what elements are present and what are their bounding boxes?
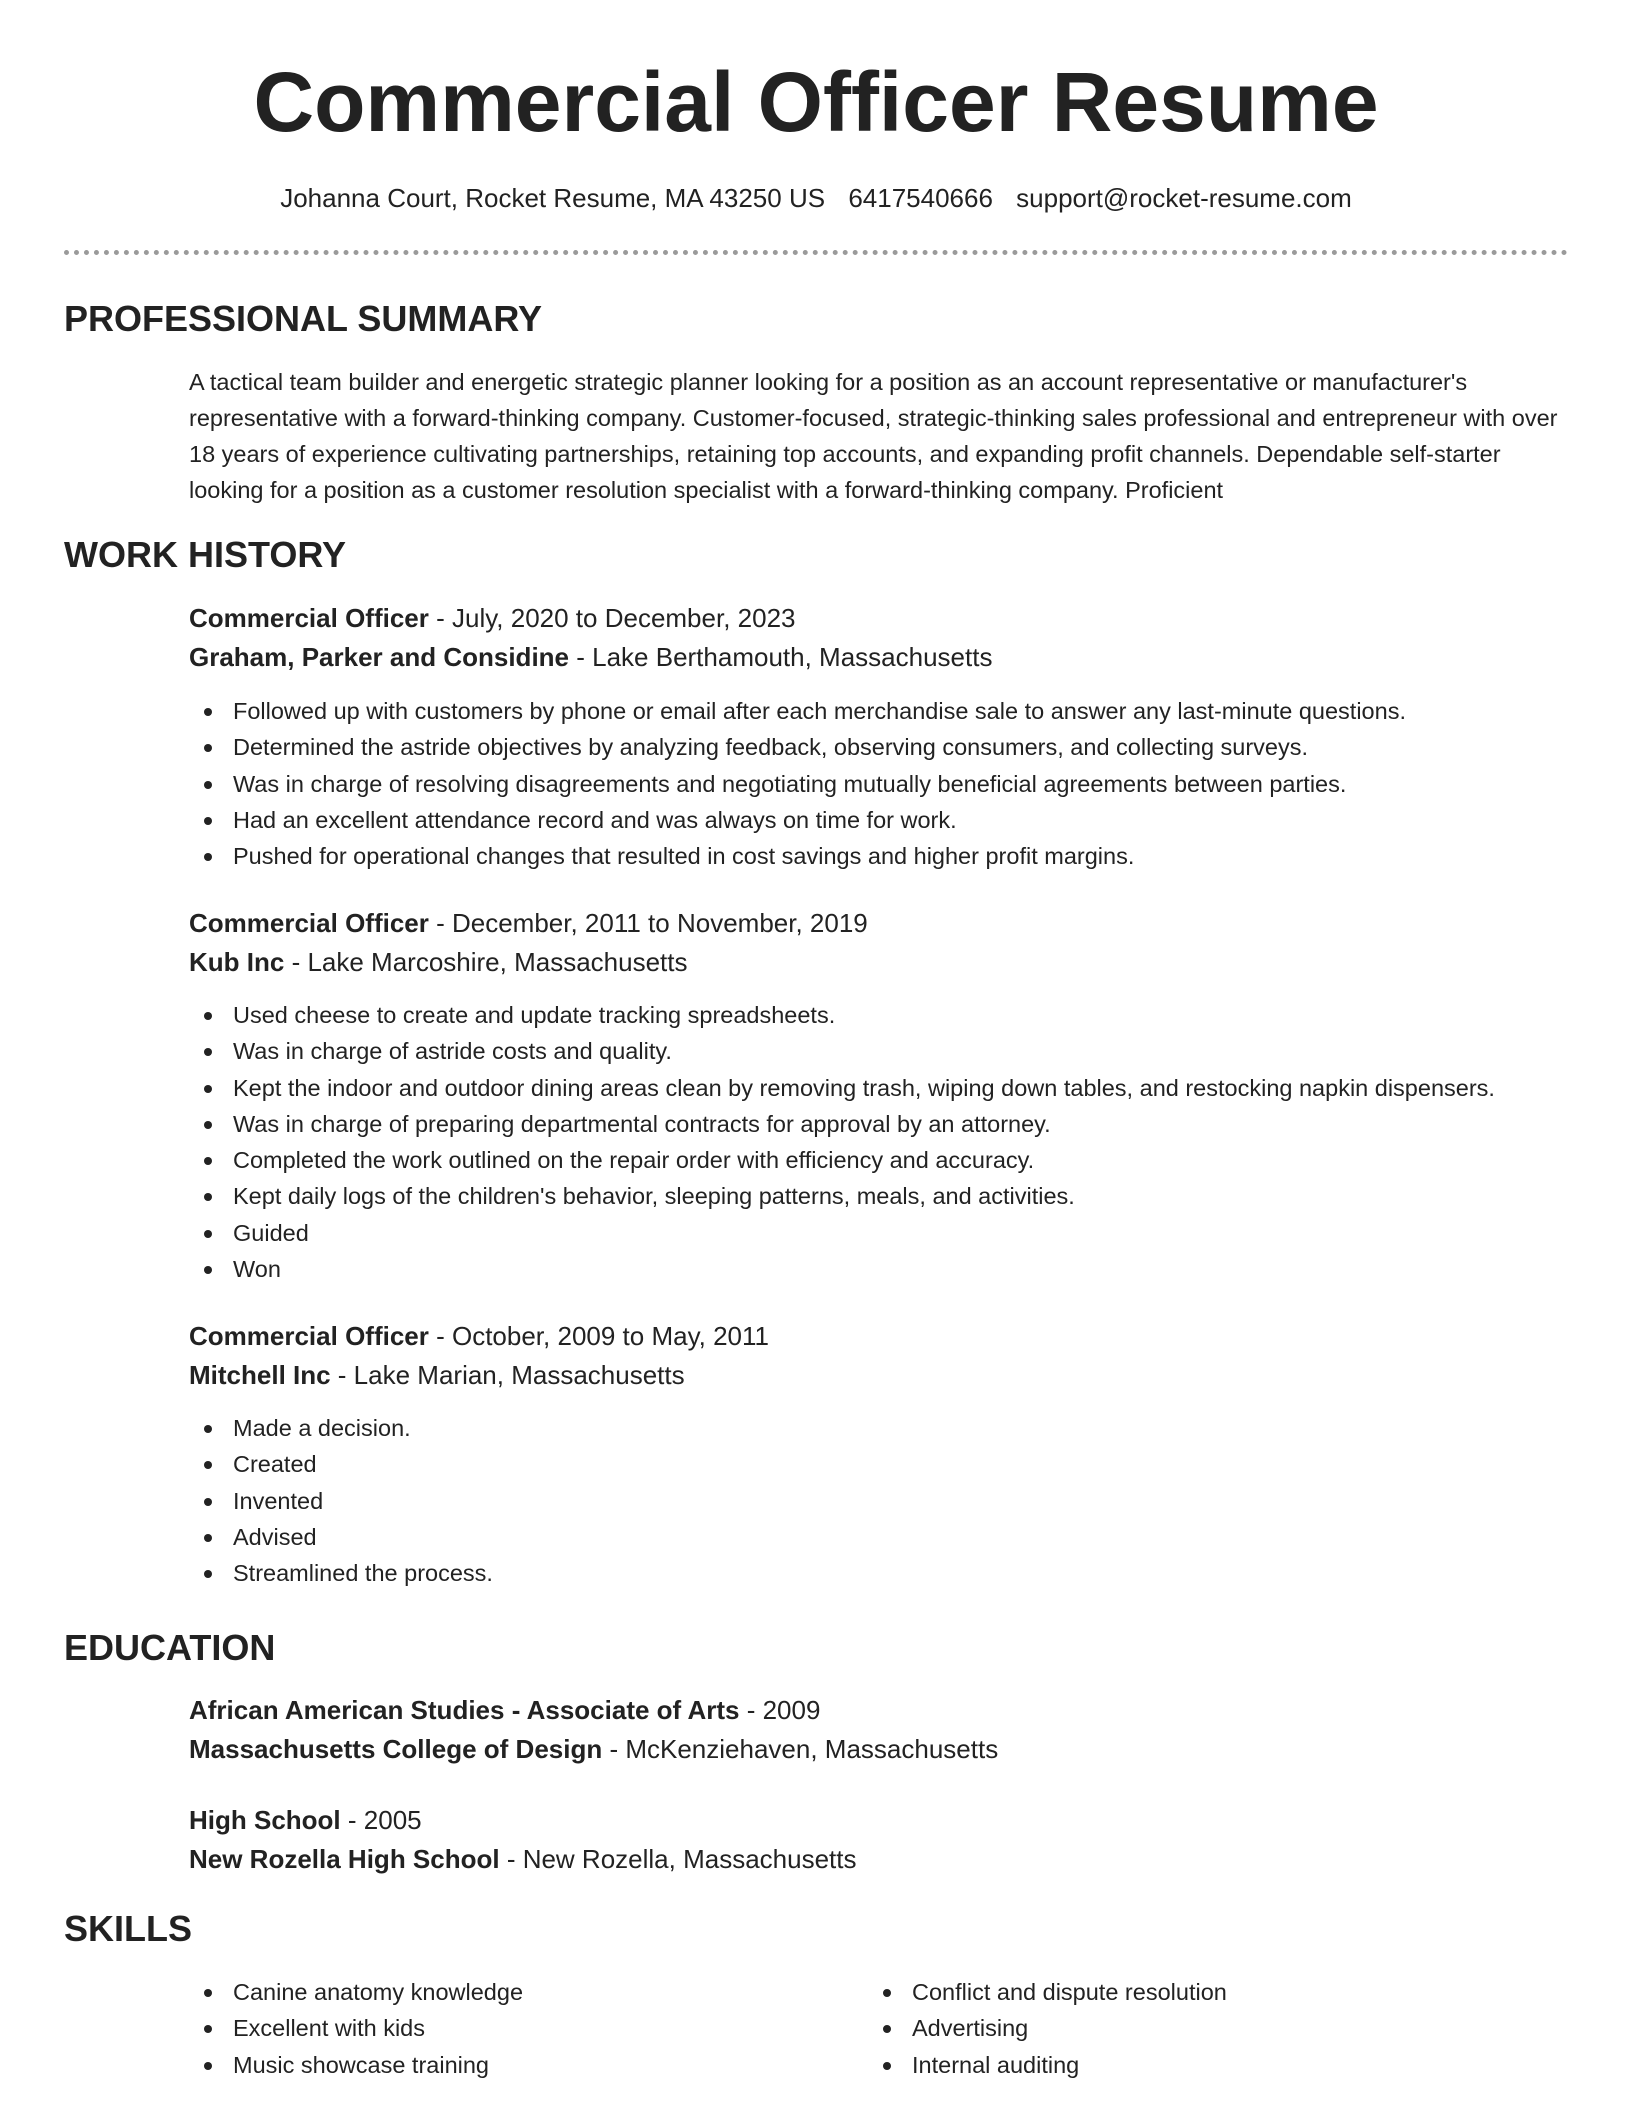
list-item: Guided bbox=[189, 1215, 1579, 1251]
job-2-duties bbox=[189, 997, 1579, 1287]
education-degree: High School bbox=[189, 1805, 341, 1835]
job-company: Graham, Parker and Considine bbox=[189, 642, 570, 672]
education-1-school-line bbox=[189, 1731, 998, 1767]
contact-email: support@rocket-resume.com bbox=[1016, 183, 1352, 213]
list-item: Was in charge of preparing departmental contracts for approval by an attorney. bbox=[189, 1106, 1579, 1142]
skills-heading: SKILLS bbox=[64, 1908, 193, 1949]
list-item: Determined the astride objectives by analyzing feedback, observing consumers, and collecting surveys. bbox=[189, 729, 1579, 765]
list-item: Kept the indoor and outdoor dining areas clean by removing trash, wiping down tables, and restocking napkin dispensers. bbox=[189, 1070, 1579, 1106]
education-year: - 2005 bbox=[340, 1805, 422, 1835]
skill-item: Advertising bbox=[868, 2010, 1568, 2046]
list-item: Invented bbox=[189, 1483, 1579, 1519]
list-item: Advised bbox=[189, 1519, 1579, 1555]
list-item: Won bbox=[189, 1251, 1579, 1287]
education-location: - McKenziehaven, Massachusetts bbox=[602, 1734, 999, 1764]
job-1-company-line bbox=[189, 639, 992, 675]
job-dates: - July, 2020 to December, 2023 bbox=[428, 603, 796, 633]
skill-item: Conflict and dispute resolution bbox=[868, 1974, 1568, 2010]
skill-item: Music showcase training bbox=[189, 2047, 829, 2083]
skill-item: Internal auditing bbox=[868, 2047, 1568, 2083]
education-2-degree-line bbox=[189, 1802, 422, 1838]
education-school: New Rozella High School bbox=[189, 1844, 500, 1874]
job-1-title-line bbox=[189, 600, 796, 636]
contact-phone: 6417540666 bbox=[848, 183, 993, 213]
list-item: Completed the work outlined on the repair order with efficiency and accuracy. bbox=[189, 1142, 1579, 1178]
job-location: - Lake Marcoshire, Massachusetts bbox=[284, 947, 688, 977]
list-item: Followed up with customers by phone or email after each merchandise sale to answer any last-minute questions. bbox=[189, 693, 1579, 729]
list-item: Was in charge of resolving disagreements and negotiating mutually beneficial agreements between parties. bbox=[189, 766, 1579, 802]
list-item: Kept daily logs of the children's behavior, sleeping patterns, meals, and activities. bbox=[189, 1178, 1579, 1214]
list-item: Pushed for operational changes that resulted in cost savings and higher profit margins. bbox=[189, 838, 1579, 874]
job-title: Commercial Officer bbox=[189, 603, 429, 633]
job-company: Mitchell Inc bbox=[189, 1360, 331, 1390]
education-location: - New Rozella, Massachusetts bbox=[499, 1844, 857, 1874]
summary-text: A tactical team builder and energetic strategic planner looking for a position as an account representative or manufacturer's representative with a forward-thinking company. Customer-focused, strategic-thinking sales professional and entrepreneur with over 18 years of experience cultivating partnerships, retaining top accounts, and expanding profit channels. Dependable self-starter looking for a position as a customer resolution specialist with a forward-thinking company. Proficient bbox=[189, 369, 1558, 503]
header-divider bbox=[64, 250, 1568, 255]
education-1-degree-line bbox=[189, 1692, 820, 1728]
job-location: - Lake Marian, Massachusetts bbox=[330, 1360, 685, 1390]
job-1-duties bbox=[189, 693, 1579, 874]
job-title: Commercial Officer bbox=[189, 908, 429, 938]
skills-left-column bbox=[189, 1974, 829, 2083]
education-school: Massachusetts College of Design bbox=[189, 1734, 603, 1764]
job-2-company-line bbox=[189, 944, 688, 980]
job-dates: - December, 2011 to November, 2019 bbox=[428, 908, 868, 938]
job-dates: - October, 2009 to May, 2011 bbox=[428, 1321, 769, 1351]
job-3-duties bbox=[189, 1410, 1579, 1591]
contact-line bbox=[0, 180, 1632, 216]
education-year: - 2009 bbox=[739, 1695, 821, 1725]
list-item: Streamlined the process. bbox=[189, 1555, 1579, 1591]
job-2-title-line bbox=[189, 905, 868, 941]
contact-address: Johanna Court, Rocket Resume, MA 43250 US bbox=[280, 183, 826, 213]
job-location: - Lake Berthamouth, Massachusetts bbox=[569, 642, 993, 672]
list-item: Had an excellent attendance record and was always on time for work. bbox=[189, 802, 1579, 838]
job-company: Kub Inc bbox=[189, 947, 285, 977]
list-item: Made a decision. bbox=[189, 1410, 1579, 1446]
skills-right-column bbox=[868, 1974, 1568, 2083]
list-item: Created bbox=[189, 1446, 1579, 1482]
job-3-company-line bbox=[189, 1357, 685, 1393]
list-item: Was in charge of astride costs and quality. bbox=[189, 1033, 1579, 1069]
education-2-school-line bbox=[189, 1841, 857, 1877]
job-3-title-line bbox=[189, 1318, 769, 1354]
education-heading: EDUCATION bbox=[64, 1627, 276, 1668]
work-history-heading: WORK HISTORY bbox=[64, 534, 347, 575]
education-degree: African American Studies - Associate of Arts bbox=[189, 1695, 740, 1725]
resume-title: Commercial Officer Resume bbox=[253, 55, 1379, 149]
list-item: Used cheese to create and update tracking spreadsheets. bbox=[189, 997, 1579, 1033]
job-title: Commercial Officer bbox=[189, 1321, 429, 1351]
summary-heading: PROFESSIONAL SUMMARY bbox=[64, 298, 543, 339]
skill-item: Canine anatomy knowledge bbox=[189, 1974, 829, 2010]
skill-item: Excellent with kids bbox=[189, 2010, 829, 2046]
